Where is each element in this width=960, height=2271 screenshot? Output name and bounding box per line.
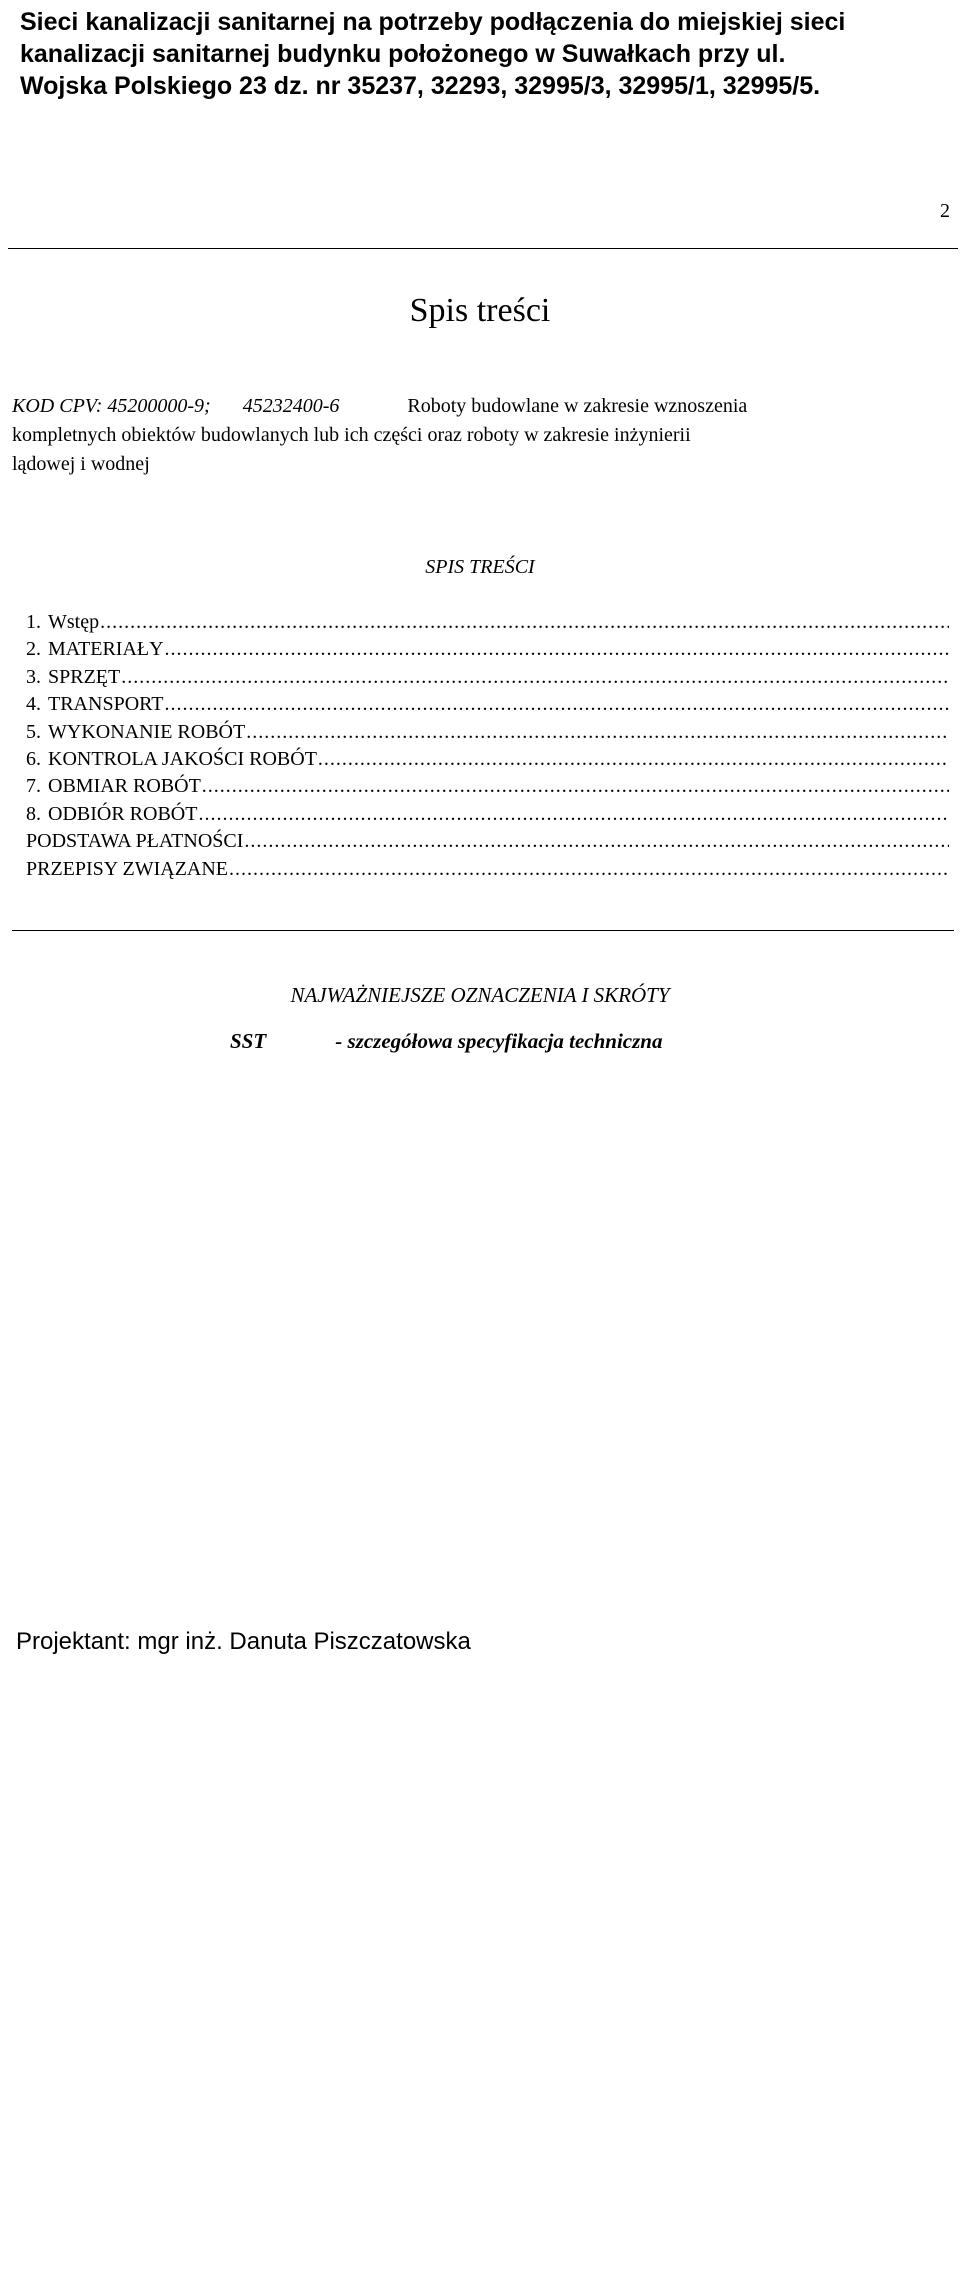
- toc-entry-title: WYKONANIE ROBÓT: [48, 720, 246, 743]
- toc-entry-number: 4.: [26, 693, 41, 716]
- page-number: 2: [940, 200, 950, 222]
- cpv-label: KOD CPV: 45200000-9;: [12, 395, 211, 417]
- abbreviation-item: [230, 1029, 662, 1054]
- toc-entry-title: Wstęp: [48, 611, 100, 633]
- toc-entry-number: 2.: [26, 638, 41, 661]
- toc-entry-title: MATERIAŁY: [48, 638, 164, 661]
- toc-entry-title: OBMIAR ROBÓT: [48, 775, 201, 798]
- top-divider: [8, 248, 958, 249]
- abbreviation-definition: - szczegółowa specyfikacja techniczna: [335, 1029, 663, 1053]
- toc-entry-number: 5.: [26, 720, 41, 743]
- toc-entry-title: PRZEPISY ZWIĄZANE: [26, 857, 229, 880]
- cpv-code-secondary: 45232400-6: [242, 395, 340, 417]
- toc-entry-title: PODSTAWA PŁATNOŚCI: [26, 830, 244, 853]
- toc-entry-title: SPRZĘT: [48, 665, 121, 688]
- header-line: Sieci kanalizacji sanitarnej na potrzeby podłączenia do miejskiej sieci: [20, 8, 846, 36]
- table-of-contents: [26, 609, 950, 883]
- cpv-code-block: [12, 392, 952, 479]
- document-footer: Projektant: mgr inż. Danuta Piszczatowska: [16, 1628, 471, 1655]
- toc-entry-page: [26, 609, 960, 2271]
- toc-entry-title: KONTROLA JAKOŚCI ROBÓT: [48, 748, 317, 771]
- bottom-divider: [12, 930, 954, 931]
- toc-entry-number: 8.: [26, 802, 41, 825]
- toc-entry[interactable]: [26, 856, 950, 883]
- cpv-description-line: kompletnych obiektów budowlanych lub ich części oraz roboty w zakresie inżynierii: [12, 424, 691, 446]
- cpv-description: Roboty budowlane w zakresie wznoszenia: [407, 395, 748, 417]
- header-line: Wojska Polskiego 23 dz. nr 35237, 32293, 32995/3, 32995/1, 32995/5.: [20, 72, 821, 100]
- abbreviation-term: SST: [230, 1029, 267, 1053]
- toc-entry-title: TRANSPORT: [48, 693, 164, 716]
- toc-entry-title: ODBIÓR ROBÓT: [48, 802, 198, 825]
- toc-entry-number: 7.: [26, 775, 41, 798]
- page-title: Spis treści: [409, 292, 551, 329]
- abbreviations-heading: NAJWAŻNIEJSZE OZNACZENIA I SKRÓTY: [290, 983, 670, 1007]
- cpv-description-line: lądowej i wodnej: [12, 453, 150, 475]
- document-header: [20, 6, 940, 102]
- toc-subheading: SPIS TREŚCI: [425, 556, 535, 578]
- cpv-code-line: [12, 392, 952, 421]
- toc-entry-number: 3.: [26, 665, 41, 688]
- header-line: kanalizacji sanitarnej budynku położonego w Suwałkach przy ul.: [20, 40, 786, 68]
- toc-entry-number: 6.: [26, 748, 41, 771]
- toc-entry-number: 1.: [26, 611, 41, 633]
